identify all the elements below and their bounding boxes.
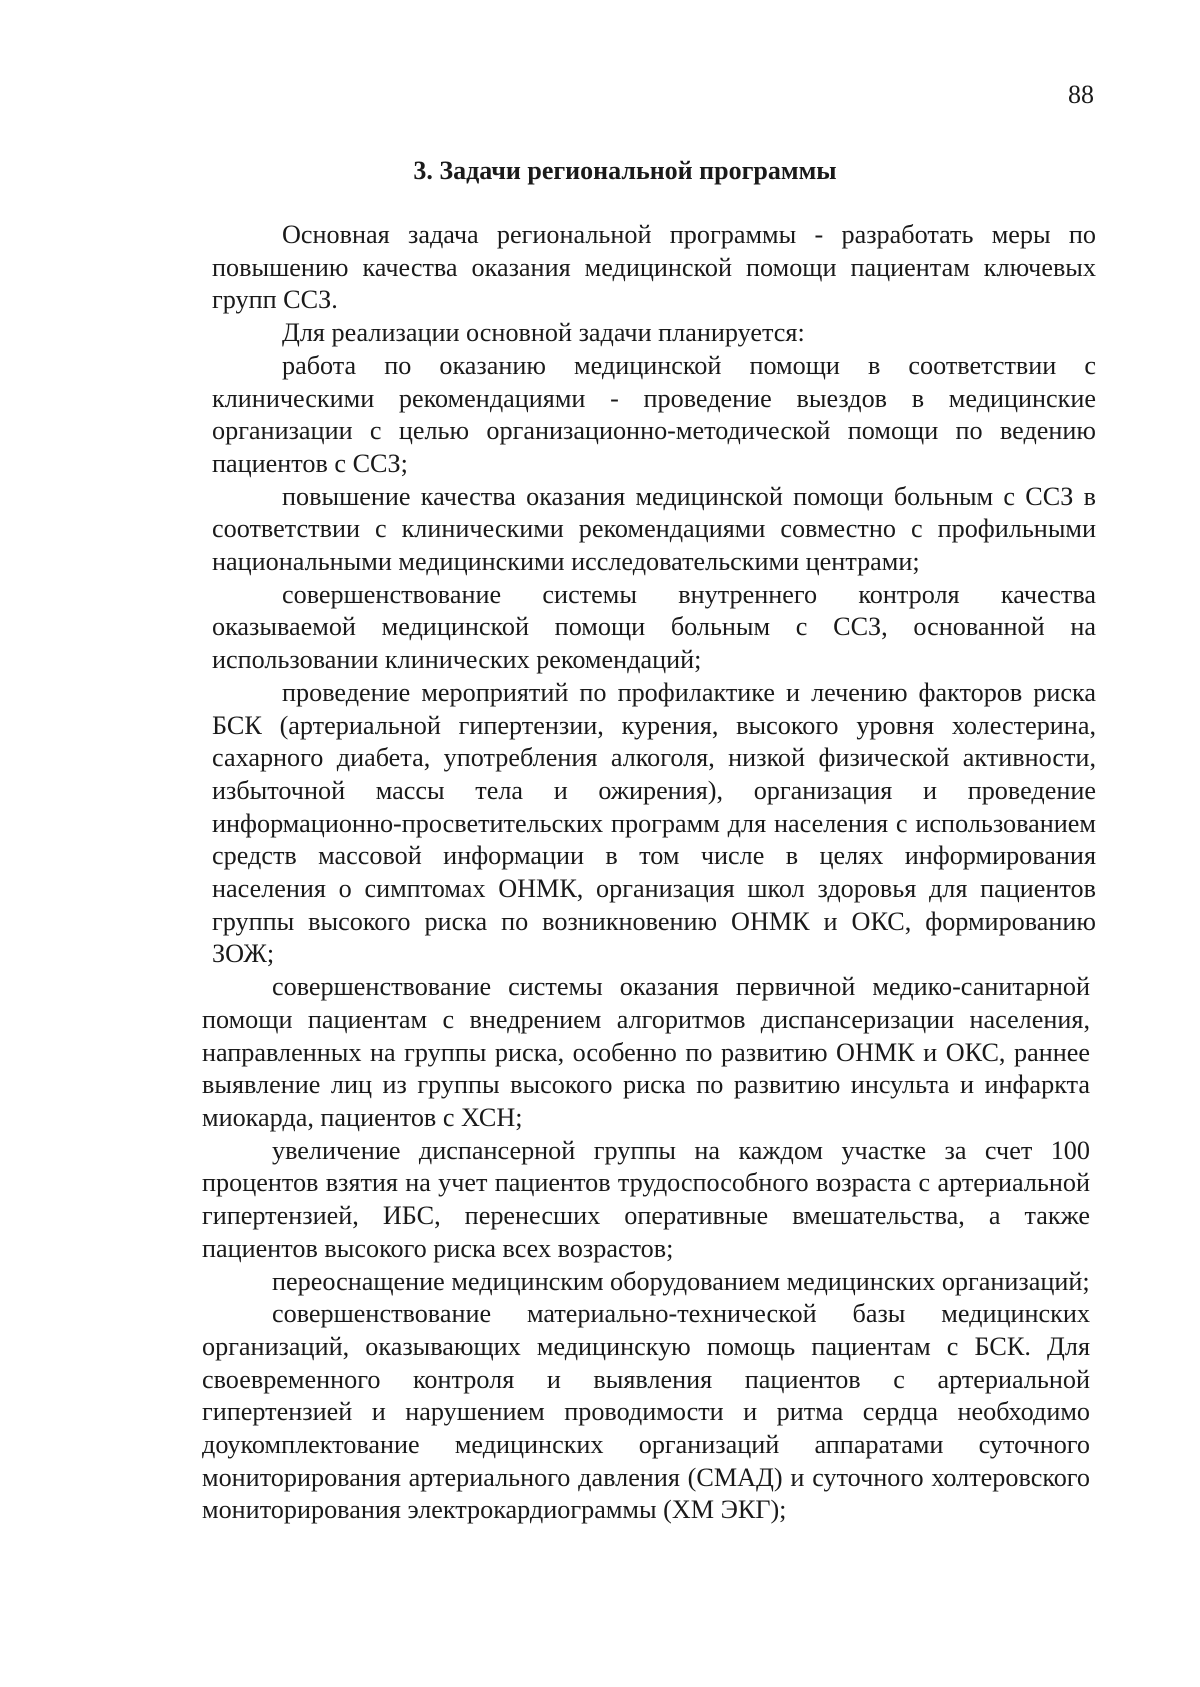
paragraph-material-base: совершенствование материально-технической базы медицинских организаций, оказывающих медицинскую помощь пациентам с БСК. Для своевременного контроля и выявления пациентов с артериальной гипертензией и нарушением проводимости и ритма сердца необходимо доукомплектование медицинских организаций аппаратами суточного мониторирования артериального давления (СМАД) и суточного холтеровского мониторирования электрокардиограммы (ХМ ЭКГ); (202, 1299, 1090, 1525)
paragraph-internal-control: совершенствование системы внутреннего контроля качества оказываемой медицинской помощи больным с ССЗ, основанной на использовании клинических рекомендаций; (212, 579, 1096, 675)
section-title: 3. Задачи региональной программы (413, 156, 837, 185)
paragraph-clinical-recommendations: работа по оказанию медицинской помощи в соответствии с клиническими рекомендациями - проведение выездов в медицинские организации с целью организационно-методической помощи по ведению пациентов с ССЗ; (212, 350, 1096, 478)
page-number: 88 (1068, 80, 1094, 109)
paragraph-planned-intro: Для реализации основной задачи планируется: (282, 318, 805, 348)
paragraph-risk-factors: проведение мероприятий по профилактике и лечению факторов риска БСК (артериальной гипертензии, курения, высокого уровня холестерина, сахарного диабета, употребления алкоголя, низкой физической активности, избыточной массы тела и ожирения), организация и проведение информационно-просветительских программ для населения с использованием средств массовой информации в том числе в целях информирования населения о симптомах ОНМК, организация школ здоровья для пациентов группы высокого риска по возникновению ОНМК и ОКС, формированию ЗОЖ; (212, 677, 1096, 969)
paragraph-primary-care: совершенствование системы оказания первичной медико-санитарной помощи пациентам с внедрением алгоритмов диспансеризации населения, направленных на группы риска, особенно по развитию ОНМК и ОКС, раннее выявление лиц из группы высокого риска по развитию инсульта и инфаркта миокарда, пациентов с ХСН; (202, 972, 1090, 1132)
paragraph-dispensary-group: увеличение диспансерной группы на каждом участке за счет 100 процентов взятия на учет пациентов трудоспособного возраста с артериальной гипертензией, ИБС, перенесших оперативные вмешательства, а также пациентов высокого риска всех возрастов; (202, 1135, 1090, 1263)
document-body (202, 219, 1096, 1527)
paragraph-quality-improvement: повышение качества оказания медицинской помощи больным с ССЗ в соответствии с клиническими рекомендациями совместно с профильными национальными медицинскими исследовательскими центрами; (212, 481, 1096, 577)
paragraph-main-task: Основная задача региональной программы - разработать меры по повышению качества оказания медицинской помощи пациентам ключевых групп ССЗ. (212, 220, 1096, 315)
paragraph-re-equipment: переоснащение медицинским оборудованием медицинских организаций; (272, 1266, 1090, 1296)
